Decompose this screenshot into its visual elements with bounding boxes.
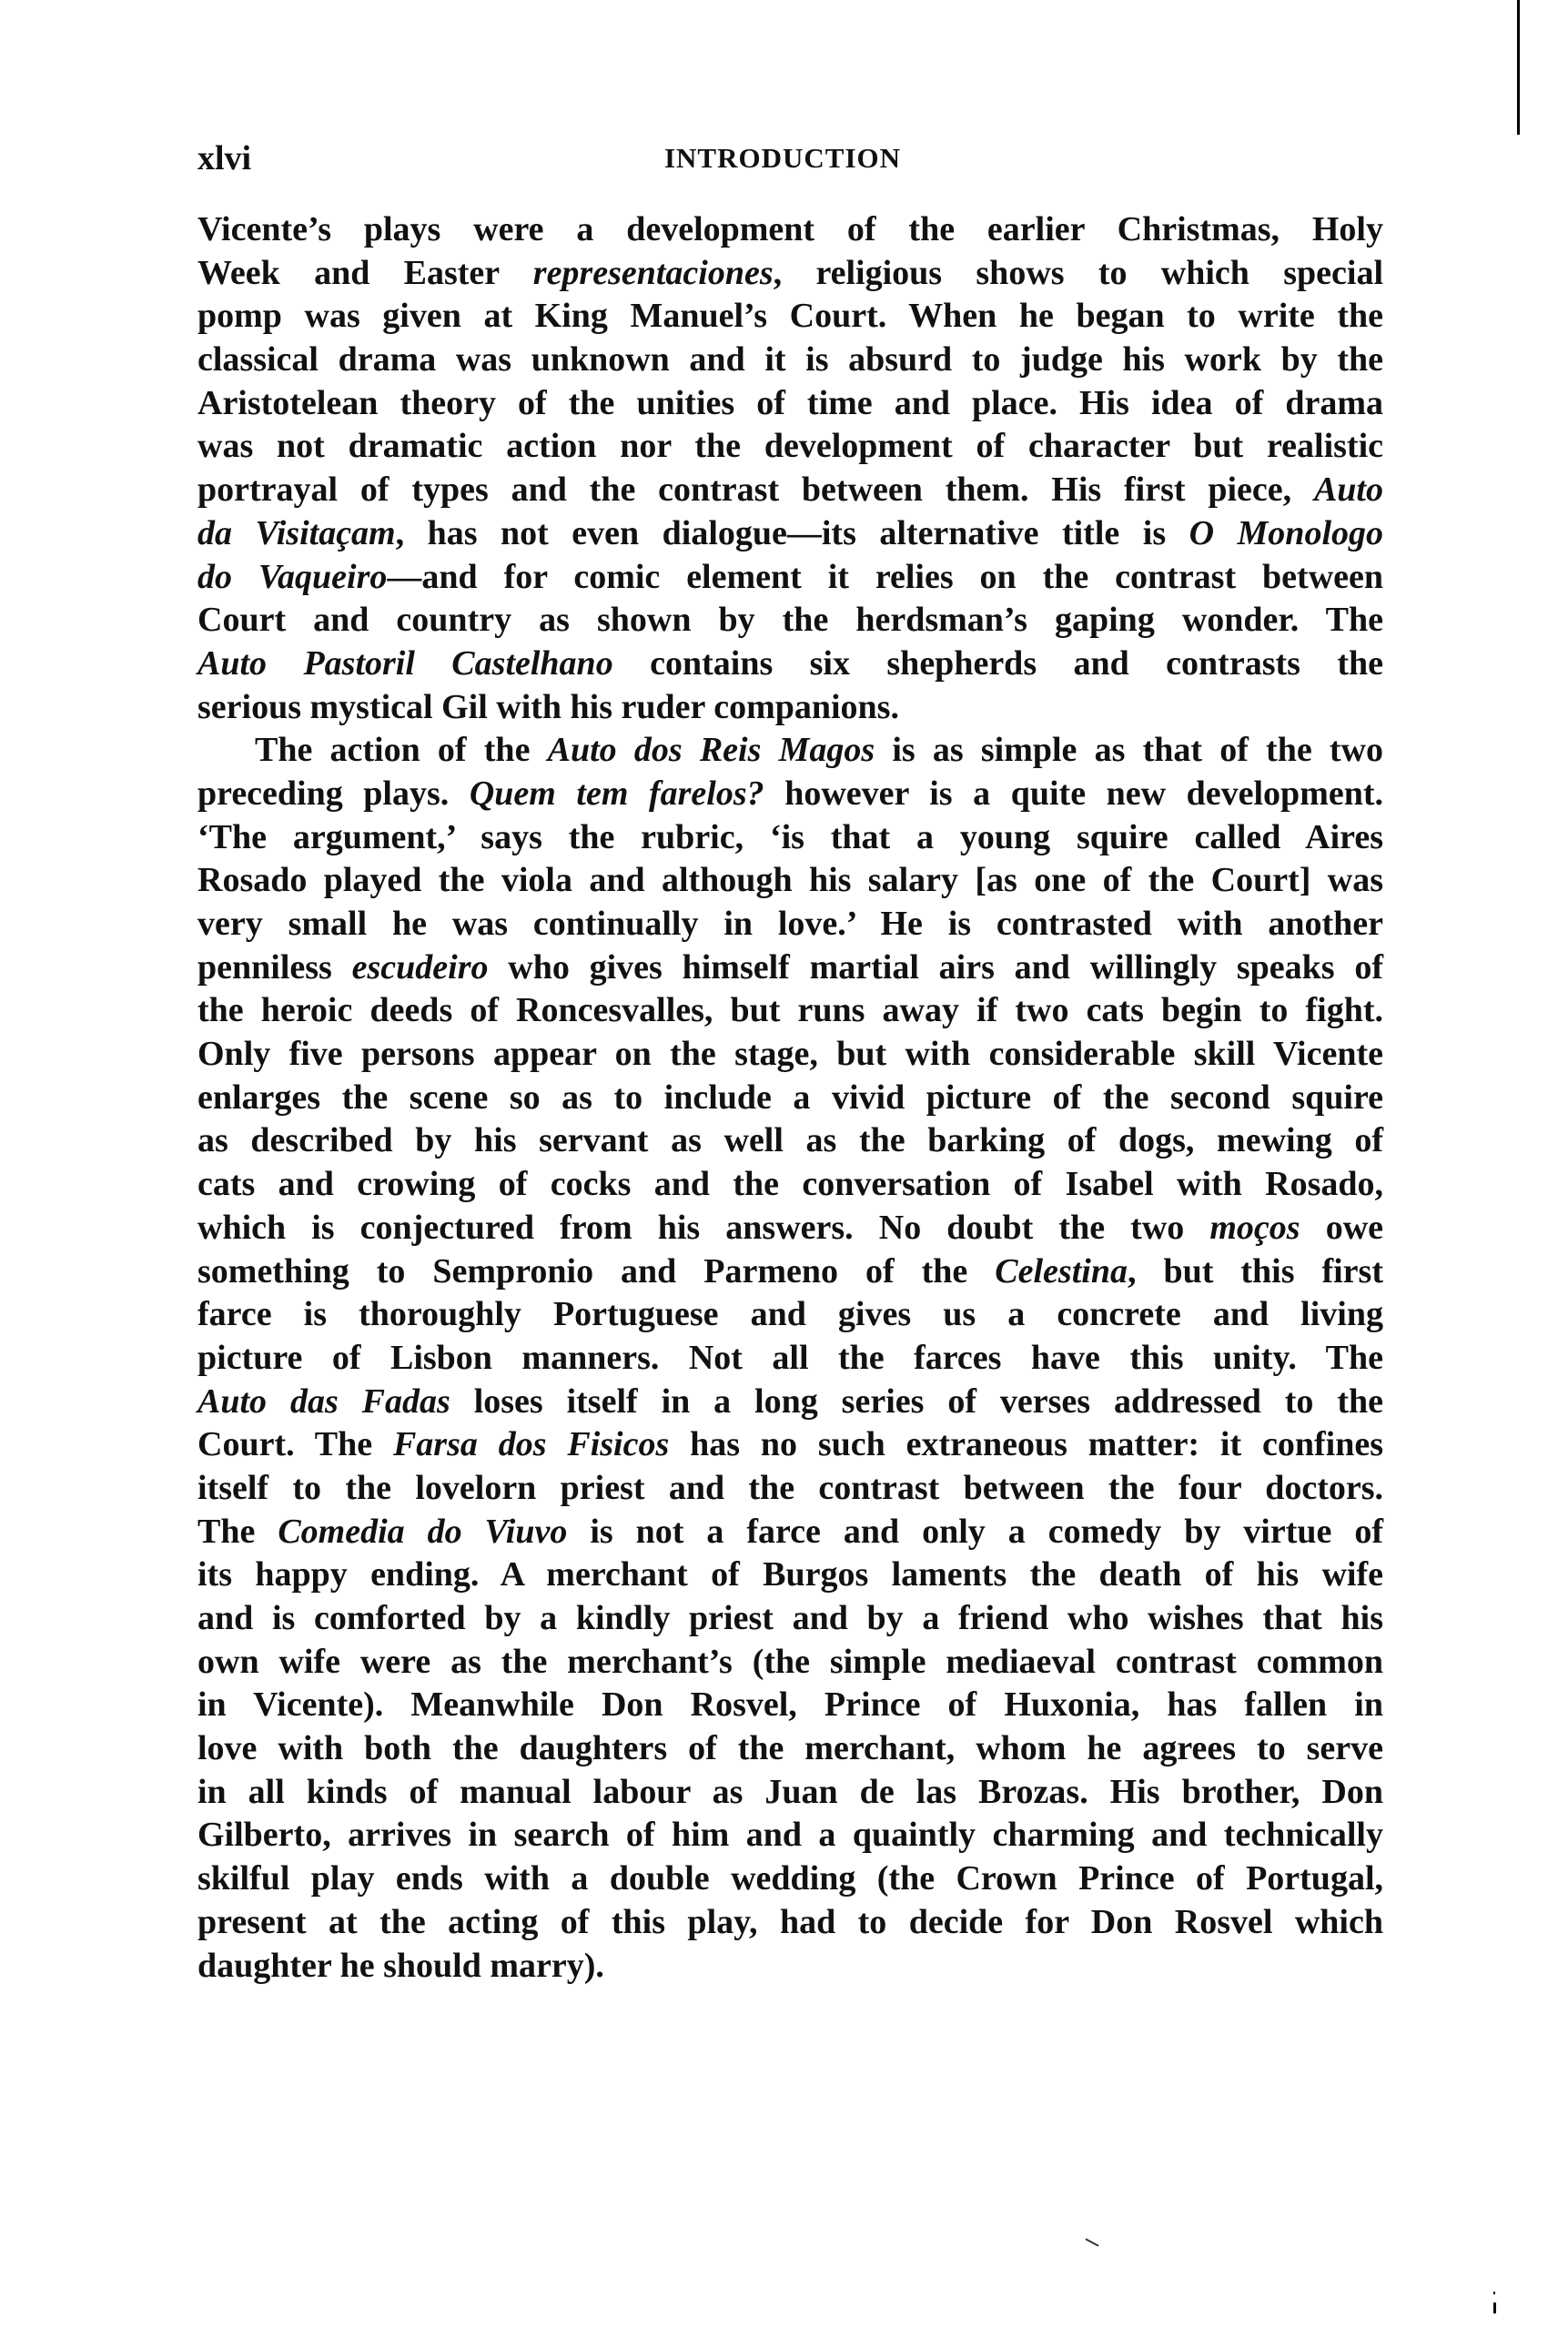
text-run: Aristotelean theory of the unities of time and place. His idea of drama — [197, 383, 1383, 422]
text-run: contains six shepherds and contrasts the — [612, 643, 1383, 683]
italic-title: Farsa dos Fisicos — [392, 1425, 670, 1464]
text-run: skilful play ends with a double wedding (the Crown Prince of Portugal, — [197, 1859, 1383, 1898]
text-line — [197, 1814, 1383, 1857]
italic-title: moços — [1209, 1208, 1300, 1247]
text-run: penniless — [197, 947, 352, 987]
text-line — [197, 1901, 1383, 1945]
text-line — [197, 1684, 1383, 1727]
text-line — [197, 1381, 1383, 1424]
text-line — [197, 816, 1383, 860]
italic-title: Quem tem farelos? — [469, 774, 764, 813]
italic-title: Comedia do Viuvo — [278, 1512, 568, 1551]
text-line — [197, 1033, 1383, 1077]
text-line — [197, 556, 1383, 600]
text-run: who gives himself martial airs and willingly speaks of — [488, 947, 1383, 987]
text-line — [197, 469, 1383, 512]
text-run: owe — [1300, 1208, 1383, 1247]
text-run: loses itself in a long series of verses addressed to the — [450, 1382, 1383, 1421]
italic-title: Auto dos Reis Magos — [547, 731, 875, 770]
text-line — [197, 252, 1383, 296]
text-run: ‘The argument,’ says the rubric, ‘is that a young squire called Aires — [197, 817, 1383, 856]
italic-title: da Visitaçam — [197, 513, 396, 552]
text-run: as described by his servant as well as the barking of dogs, mewing of — [197, 1121, 1383, 1160]
text-line — [197, 686, 1383, 730]
scan-speck — [1085, 2238, 1098, 2246]
text-run: own wife were as the merchant’s (the simple mediaeval contrast common — [197, 1642, 1383, 1681]
text-line — [197, 425, 1383, 469]
italic-title: representaciones — [532, 253, 774, 292]
text-line — [197, 295, 1383, 339]
text-run: cats and crowing of cocks and the conversation of Isabel with Rosado, — [197, 1165, 1383, 1204]
text-run: Week and Easter — [197, 253, 533, 292]
page-number: xlvi — [197, 139, 252, 177]
text-run: is as simple as that of the two — [875, 731, 1383, 770]
paragraph — [197, 208, 1383, 729]
paragraph — [197, 729, 1383, 1988]
text-run: picture of Lisbon manners. Not all the farces have this unity. The — [197, 1338, 1383, 1377]
text-line — [197, 729, 1383, 773]
text-run: in all kinds of manual labour as Juan de las Brozas. His brother, Don — [197, 1772, 1383, 1811]
text-run: the heroic deeds of Roncesvalles, but runs away if two cats begin to fight. — [197, 991, 1383, 1030]
text-line — [197, 1641, 1383, 1685]
text-line — [197, 1077, 1383, 1120]
running-title: INTRODUCTION — [663, 142, 902, 174]
scan-speck — [1493, 2292, 1495, 2294]
text-run: —and for comic element it relies on the contrast between — [387, 557, 1384, 596]
text-run: Court. The — [197, 1425, 393, 1464]
text-run: , religious shows to which special — [773, 253, 1384, 292]
text-line — [197, 1511, 1383, 1554]
italic-title: do Vaqueiro — [197, 557, 388, 596]
text-line — [197, 859, 1383, 903]
text-line — [197, 1727, 1383, 1771]
italic-title: O Monologo — [1189, 513, 1383, 552]
text-run: , has not even dialogue—its alternative title is — [395, 513, 1189, 552]
text-line — [197, 1945, 1383, 1989]
text-run: pomp was given at King Manuel’s Court. When he began to write the — [197, 297, 1383, 336]
text-run: classical drama was unknown and it is absurd to judge his work by the — [197, 340, 1383, 380]
text-line — [197, 903, 1383, 946]
text-line — [197, 1163, 1383, 1207]
text-line — [197, 1207, 1383, 1250]
italic-title: Auto Pastoril Castelhano — [197, 643, 613, 683]
text-run: something to Sempronio and Parmeno of the — [197, 1251, 996, 1291]
running-head — [197, 137, 1383, 180]
text-line — [197, 1857, 1383, 1901]
text-run: enlarges the scene so as to include a vivid picture of the second squire — [197, 1078, 1383, 1117]
text-run: has no such extraneous matter: it confines — [669, 1425, 1383, 1464]
text-line — [197, 339, 1383, 382]
text-line — [197, 1293, 1383, 1337]
scan-edge-mark — [1493, 2303, 1496, 2313]
text-run: was not dramatic action nor the development of character but realistic — [197, 427, 1383, 466]
text-line — [197, 946, 1383, 990]
text-run: is not a farce and only a comedy by virtue of — [567, 1512, 1383, 1551]
text-run: and is comforted by a kindly priest and by a friend who wishes that his — [197, 1599, 1383, 1637]
text-run: Rosado played the viola and although his salary [as one of the Court] was — [197, 861, 1383, 900]
text-line — [197, 1597, 1383, 1641]
text-line — [197, 208, 1383, 252]
text-run: daughter he should marry). — [197, 1946, 604, 1985]
text-run: which is conjectured from his answers. No doubt the two — [197, 1208, 1210, 1247]
text-run: however is a quite new development. — [764, 774, 1383, 813]
text-run: The action of the — [255, 731, 548, 770]
italic-title: escudeiro — [351, 947, 489, 987]
text-run: Only five persons appear on the stage, but with considerable skill Vicente — [197, 1035, 1383, 1074]
text-run: The — [197, 1512, 278, 1551]
text-run: Vicente’s plays were a development of the earlier Christmas, Holy — [197, 210, 1383, 248]
text-line — [197, 773, 1383, 816]
scan-edge-mark — [1517, 0, 1520, 135]
text-run: Gilberto, arrives in search of him and a quaintly charming and technically — [197, 1816, 1383, 1855]
italic-title: Auto — [1313, 471, 1383, 510]
italic-title: Auto das Fadas — [197, 1382, 450, 1421]
text-run: itself to the lovelorn priest and the contrast between the four doctors. — [197, 1468, 1383, 1507]
italic-title: Celestina — [995, 1251, 1128, 1291]
text-line — [197, 1337, 1383, 1381]
text-line — [197, 1771, 1383, 1815]
text-run: serious mystical Gil with his ruder companions. — [197, 687, 899, 726]
text-line — [197, 989, 1383, 1033]
text-line — [197, 1554, 1383, 1597]
text-run: farce is thoroughly Portuguese and gives us a concrete and living — [197, 1295, 1383, 1334]
text-run: , but this first — [1127, 1251, 1383, 1291]
text-run: love with both the daughters of the merchant, whom he agrees to serve — [197, 1729, 1383, 1768]
text-line — [197, 1250, 1383, 1294]
text-run: Court and country as shown by the herdsman’s gaping wonder. The — [197, 601, 1383, 640]
text-run: portrayal of types and the contrast between them. His first piece, — [197, 471, 1314, 510]
text-run: present at the acting of this play, had to decide for Don Rosvel which — [197, 1902, 1383, 1941]
body-text — [197, 208, 1383, 1988]
text-line — [197, 1119, 1383, 1163]
text-line — [197, 382, 1383, 426]
text-run: preceding plays. — [197, 774, 470, 813]
text-line — [197, 1467, 1383, 1511]
text-run: very small he was continually in love.’ He is contrasted with another — [197, 905, 1383, 943]
text-line — [197, 1423, 1383, 1467]
text-run: in Vicente). Meanwhile Don Rosvel, Prince of Huxonia, has fallen in — [197, 1685, 1383, 1725]
text-line — [197, 512, 1383, 556]
text-line — [197, 599, 1383, 643]
text-line — [197, 643, 1383, 686]
text-run: its happy ending. A merchant of Burgos laments the death of his wife — [197, 1555, 1383, 1594]
